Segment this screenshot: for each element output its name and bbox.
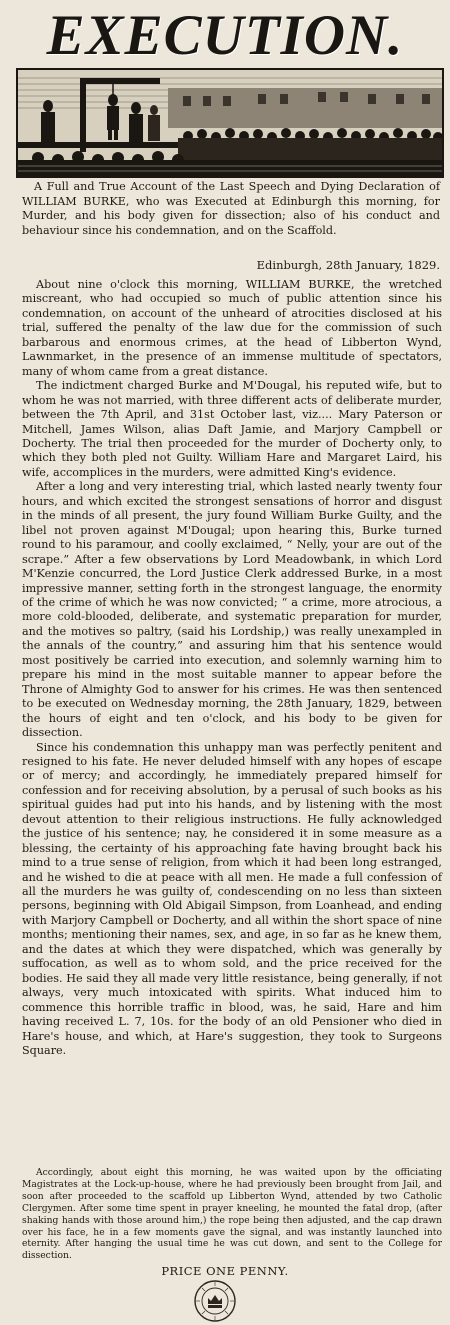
price-line: PRICE ONE PENNY. (161, 1264, 289, 1278)
woodcut-picture (18, 70, 442, 176)
paragraph-indictment: The indictment charged Burke and M'Dougal, his reputed wife, but to whom he was not married, with three different acts of deliberate murder, between the 7th April, and 31st October last, viz.... Mary Paterson or Mitchell, James Wilson, alias Daft Jamie, and Marjory Campbell or Docherty. The trial then proceeded for the murder of Docherty only, to which they both pled not Guilty. William Hare and Margaret Laird, his wife, accomplices in the murders, were admitted King's evidence. (22, 379, 442, 479)
paragraph-confession: Since his condemnation this unhappy man was perfectly penitent and resigned to his fate. He never deluded himself with any hopes of escape or of mercy; and accordingly, he immediately prepared himself for confession and for receiving absolution, by a perusal of such books as his spiritual guides had put into his hands, and by listening with the most devout attention to their religious instructions. He fully acknowledged the justice of his sentence; nay, he considered it in some measure as a blessing, the certainty of his approaching fate having brought back his mind to a true sense of religion, from which it had been long estranged, and he wished to die at peace with all men. He made a full confession of all the murders he was guilty of, condescending on no less than sixteen persons, beginning with Old Abigail Simpson, from Loanhead, and ending with Marjory Campbell or Docherty, and all within the short space of nine months; mentioning their names, sex, and age, in so far as he knew them, and the dates at which they were dispatched, which was generally by suffocation, as well as to whom sold, and the price received for the bodies. He said they all made very little resistance, being generally, if not always, very much intoxicated with spirits. What induced him to commence this horrible traffic in blood, was, he said, Hare and him having received L. 7, 10s. for the body of an old Pensioner who died in Hare's house, and which, at Hare's suggestion, they took to Surgeons Square. (22, 740, 442, 1058)
article-body (22, 278, 442, 1058)
paragraph-trial: After a long and very interesting trial, which lasted nearly twenty four hours, and which excited the strongest sensations of horror and disgust in the minds of all present, the jury found William Burke Guilty, and the libel not proven against M'Dougal; upon hearing this, Burke turned round to his paramour, and coolly exclaimed, “ Nelly, your are out of the scrape.” After a few observations by Lord Meadowbank, in which Lord M'Kenzie concurred, the Lord Justice Clerk addressed Burke, in a most impressive manner, setting forth in the strongest language, the enormity of the crime of which he was now convicted; “ a crime, more atrocious, a more cold-blooded, deliberate, and systematic preparation for murder, and the motives so paltry, (said his Lordship,) was really unexampled in the annals of the country,” and assuring him that his sentence would most positively be carried into execution, and solemnly warning him to prepare his mind in the most suitable manner to appear before the Throne of Almighty God to answer for his crimes. He was then sentenced to be executed on Wednesday morning, the 28th January, 1829, between the hours of eight and ten o'clock, and his body to be given for dissection. (22, 480, 442, 740)
execution-woodcut-illustration (16, 68, 444, 178)
closing-paragraph: Accordingly, about eight this morning, he was waited upon by the officiating Magistrates at the Lock-up-house, where he had previously been brought from Jail, and soon after proceeded to the scaffold up Libberton Wynd, attended by two Catholic Clergymen. After some time spent in prayer kneeling, he mounted the fatal drop, (after shaking hands with those around him,) the rope being then adjusted, and the cap drawn over his face, he in a few moments gave the signal, and was instantly launched into eternity. After hanging the usual time he was cut down, and sent to the College for dissection. (22, 1167, 442, 1262)
dateline: Edinburgh, 28th January, 1829. (256, 258, 440, 272)
paragraph-execution-summary: About nine o'clock this morning, WILLIAM BURKE, the wretched miscreant, who had occupied so much of public attention since his condemnation, on account of the unheard of atrocities disclosed at his trial, suffered the penalty of the law due for the commission of such barbarous and enormous crimes, at the head of Libberton Wynd, Lawnmarket, in the presence of an immense multitude of spectators, many of whom came from a great distance. (22, 278, 442, 378)
headline: EXECUTION. (46, 4, 404, 67)
library-stamp-icon (193, 1279, 237, 1323)
intro-paragraph: A Full and True Account of the Last Speech and Dying Declaration of WILLIAM BURKE, who was Executed at Edinburgh this morning, for Murder, and his body given for dissection; also of his conduct and behaviour since his condemnation, and on the Scaffold. (22, 180, 440, 237)
